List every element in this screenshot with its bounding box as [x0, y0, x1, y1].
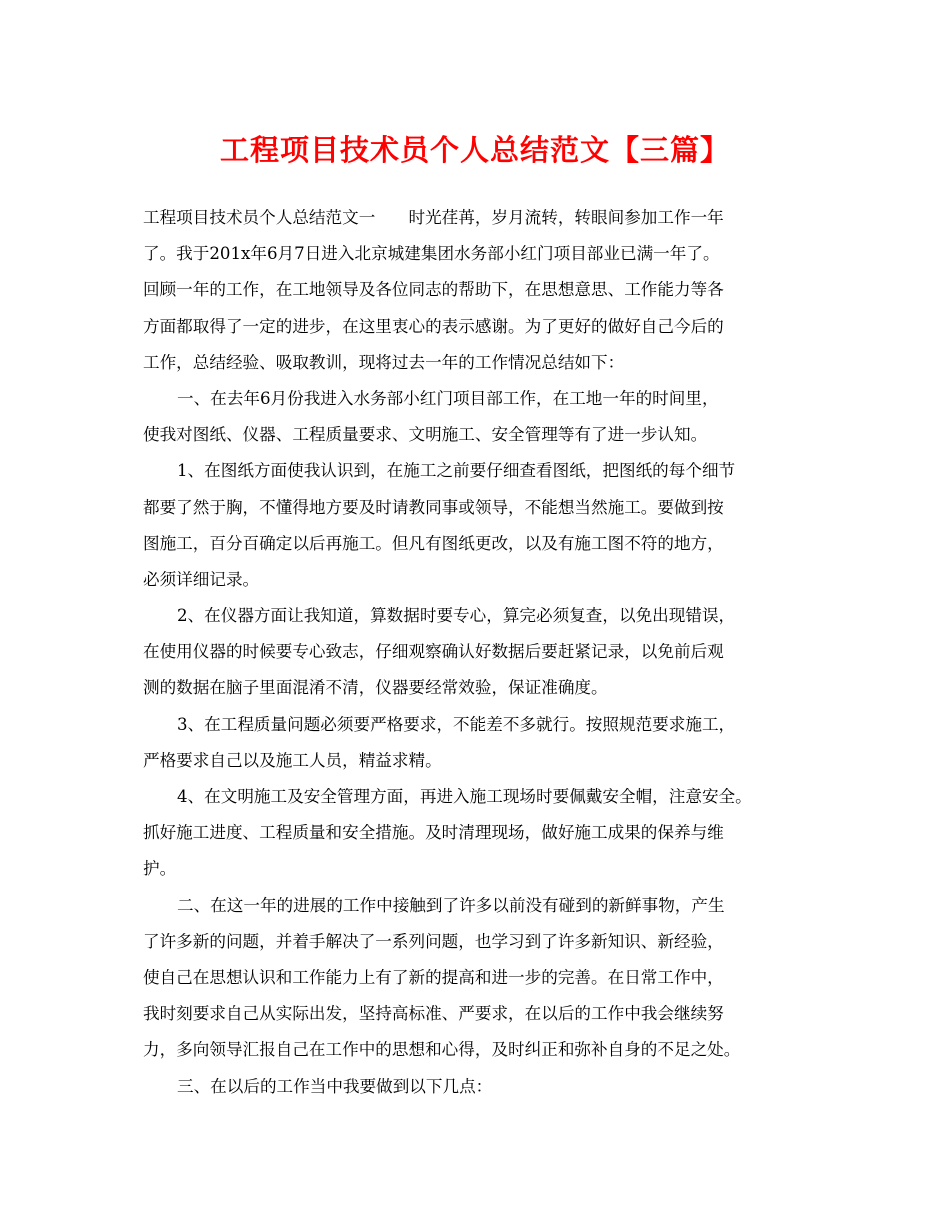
- text-line: 1、在图纸方面使我认识到，在施工之前要仔细查看图纸，把图纸的每个细节: [177, 461, 736, 481]
- document-title: 工程项目技术员个人总结范文【三篇】: [219, 133, 730, 167]
- text-line: 都要了然于胸，不懂得地方要及时请教同事或领导，不能想当然施工。要做到按: [143, 497, 724, 517]
- text-line: 了许多新的问题，并着手解决了一系列问题，也学习到了许多新知识、新经验，: [143, 931, 724, 951]
- text-line: 回顾一年的工作，在工地领导及各位同志的帮助下，在思想意思、工作能力等各: [143, 280, 724, 300]
- text-line: 测的数据在脑子里面混淆不清，仪器要经常效验，保证准确度。: [143, 678, 608, 698]
- text-line: 严格要求自己以及施工人员，精益求精。: [143, 750, 442, 770]
- paragraph: [143, 453, 828, 598]
- text-line: 三、在以后的工作当中我要做到以下几点：: [177, 1076, 493, 1096]
- text-line: 4、在文明施工及安全管理方面，再进入施工现场时要佩戴安全帽，注意安全。: [177, 787, 752, 806]
- text-line: 工作，总结经验、吸取教训，现将过去一年的工作情况总结如下：: [143, 352, 625, 372]
- text-line: 工程项目技术员个人总结范文一 时光荏苒，岁月流转，转眼间参加工作一年: [143, 208, 724, 227]
- text-line: 使我对图纸、仪器、工程质量要求、文明施工、安全管理等有了进一步认知。: [143, 425, 708, 445]
- text-line: 在使用仪器的时候要专心致志，仔细观察确认好数据后要赶紧记录，以免前后观: [143, 642, 724, 662]
- paragraph: [143, 707, 828, 779]
- text-line: 3、在工程质量问题必须要严格要求，不能差不多就行。按照规范要求施工，: [177, 714, 736, 734]
- text-line: 2、在仪器方面让我知道，算数据时要专心，算完必须复查，以免出现错误，: [177, 606, 736, 626]
- text-line: 方面都取得了一定的进步，在这里衷心的表示感谢。为了更好的做好自己今后的: [143, 316, 724, 336]
- paragraph: [143, 888, 828, 1069]
- text-line: 护。: [143, 859, 177, 879]
- text-line: 二、在这一年的进展的工作中接触到了许多以前没有碰到的新鲜事物，产生: [177, 895, 725, 915]
- paragraph: [143, 779, 828, 888]
- paragraph: [143, 381, 828, 453]
- paragraph: [143, 598, 828, 707]
- text-line: 我时刻要求自己从实际出发，坚持高标准、严要求，在以后的工作中我会继续努: [143, 1004, 724, 1024]
- text-line: 抓好施工进度、工程质量和安全措施。及时清理现场，做好施工成果的保养与维: [143, 823, 724, 843]
- text-line: 一、在去年6月份我进入水务部小红门项目部工作，在工地一年的时间里，: [177, 388, 719, 408]
- text-line: 图施工，百分百确定以后再施工。但凡有图纸更改，以及有施工图不符的地方，: [143, 533, 724, 553]
- paragraph: [143, 1069, 828, 1105]
- text-line: 力，多向领导汇报自己在工作中的思想和心得，及时纠正和弥补自身的不足之处。: [143, 1040, 741, 1060]
- document-body: [143, 200, 828, 1105]
- paragraph: [143, 200, 828, 381]
- text-line: 必须详细记录。: [143, 569, 260, 589]
- text-line: 使自己在思想认识和工作能力上有了新的提高和进一步的完善。在日常工作中，: [143, 967, 724, 987]
- text-line: 了。我于201x年6月7日进入北京城建集团水务部小红门项目部业已满一年了。: [143, 244, 720, 264]
